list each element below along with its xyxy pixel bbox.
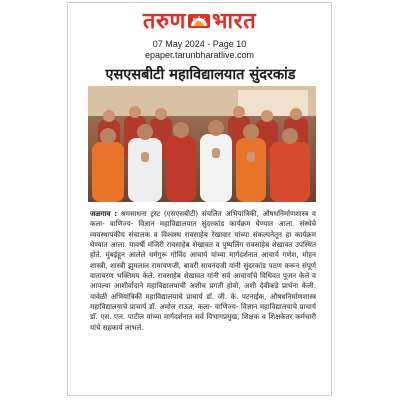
newspaper-masthead — [68, 7, 331, 37]
article-dateline: जळगाव : — [90, 209, 118, 218]
article-body-text: श्रमसाधना ट्रस्ट (एसएसबीटी) संचलित अभियांत्रिकी, औषधनिर्माणशास्त्र व कला- वाणिज्य- विज्ञान महाविद्यालयात सुंदरकांड कार्यक्रम घेण्यात आला. संस्थेचे व्यवस्थापकीय संचालक व विश्वस्थ रावसाहेब रेखावार यांच्या संकल्पनेतून हा कार्यक्रम घेण्यात आला. यावर्षी मंजिरी रावसाहेब शेखावत व पुष्पलिंग रावसाहेब शेखावत उपस्थित होते. मुंबईहून आलेले धर्मगुरू गोविंद आचार्य यांच्या मार्गदर्शनात आचार्य गणेश, मोहन शास्त्री, शास्त्री झुमलाल रामायणजी, बावरी सावनंदजी यांनी सुंदरकांड पठण करून संपूर्ण वातावरण भक्तिमय केले. रावसाहेब शेखावत यांनी सर्व आचार्यांचे विधिवत पूजन केले व आपल्या आशीर्वादाने महाविद्यालयाची अशीच प्रगती होवो, अशी देवीकडे प्रार्थना केली. यावेळी अभियांत्रिकी महाविद्यालयाचे प्राचार्य डॉ. जी. के. पटनाईक, औषधनिर्माणशास्त्र महाविद्यालयाचे प्राचार्य डॉ. अमोल राऊत, कला- वाणिज्य- विज्ञान महाविद्यालयाचे प्राचार्य डॉ. एस. एल. पाटील यांच्या मार्गदर्शनात सर्व विभागप्रमुख, शिक्षक व शिक्षकेतर कर्मचारी यांचे सहकार्य लाभले. — [90, 209, 316, 332]
group-prayer-photo — [88, 86, 316, 202]
edition-url[interactable]: epaper.tarunbharatlive.com — [144, 50, 255, 60]
newspaper-clipping — [67, 2, 332, 396]
article-body — [90, 209, 316, 387]
sun-emblem-icon — [188, 9, 210, 27]
edition-date: 07 May 2024 - Page 10 — [152, 39, 247, 49]
masthead-name-left: तरुण — [142, 9, 186, 34]
masthead-name-right: भारत — [211, 9, 257, 34]
article-headline: एसएसबीटी महाविद्यालयात सुंदरकांड — [105, 67, 296, 83]
